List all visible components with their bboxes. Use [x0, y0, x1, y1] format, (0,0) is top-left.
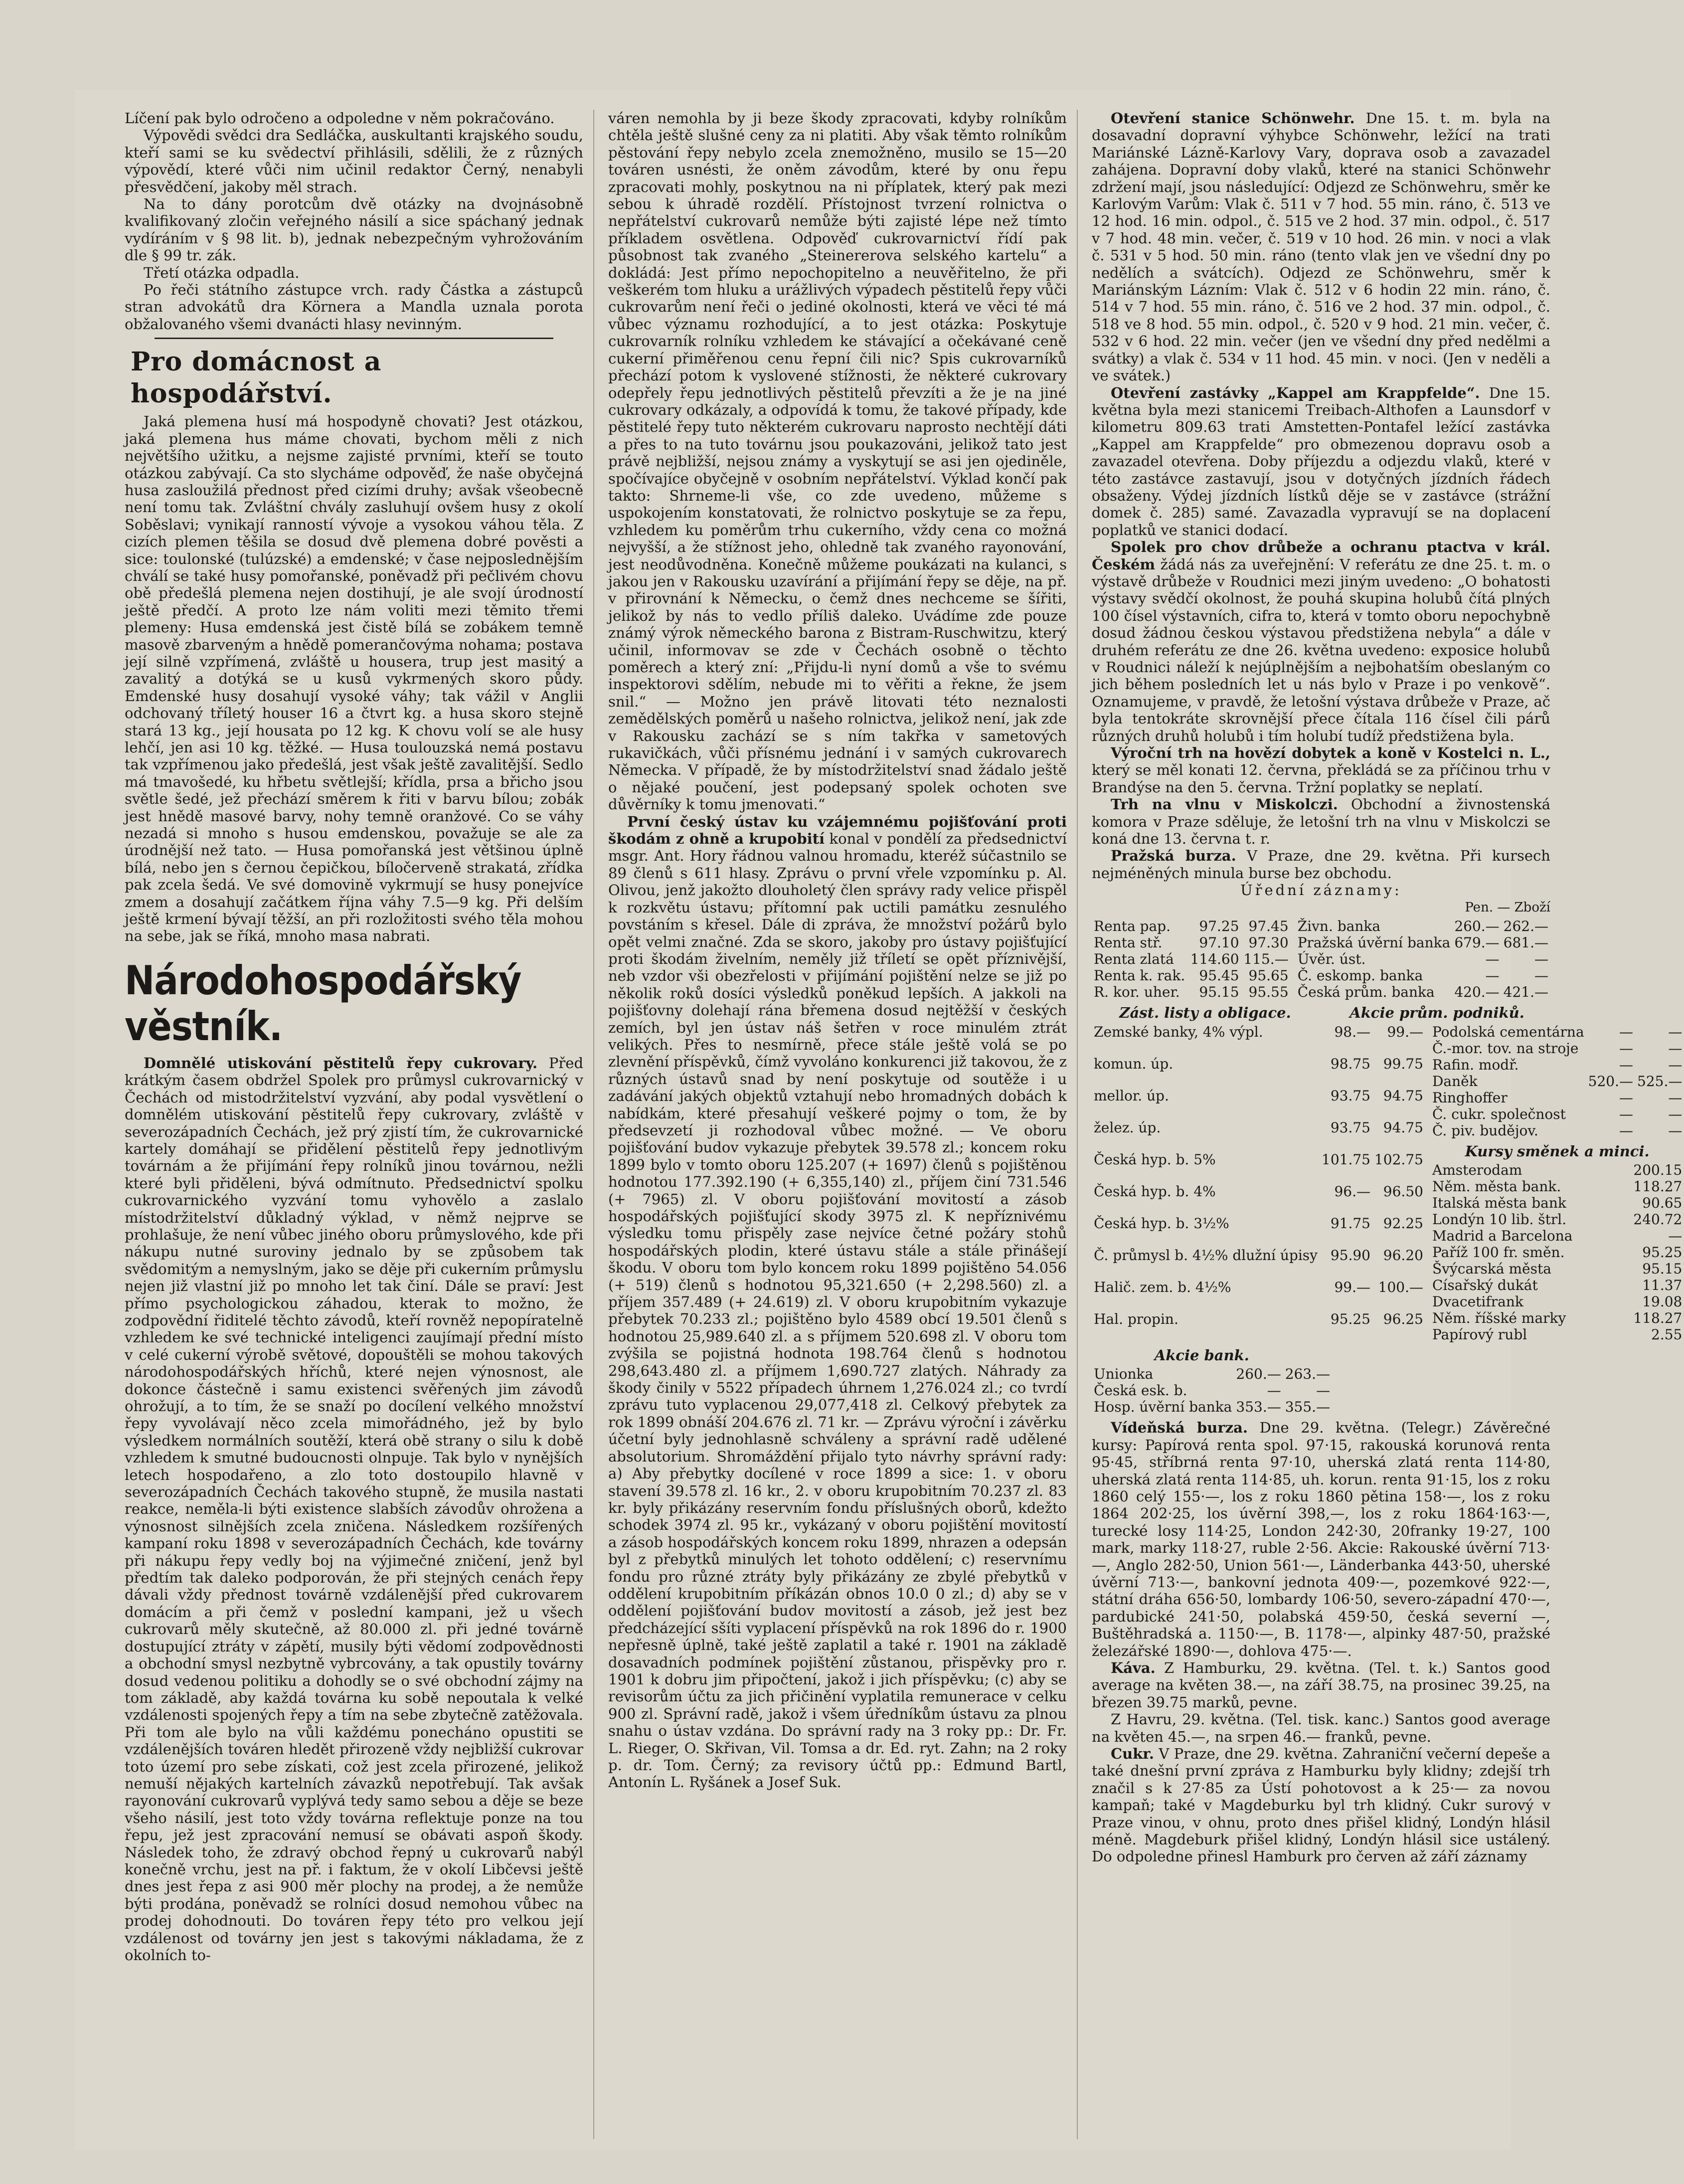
- paragraph: V Praze, dne 29. května. Zahraniční večerní depeše a také dnešní první zpráva z Hamburku byly klidny; zdejší trh značil s k 27·85 za Ústí pohotovost a k 25·— za novou kampaň; také v Magdeburku byl trh klidný. Cukr surový v Praze vinou, v ohnu, proto dnes přišel klidný, Londýn hlásil méně. Magdeburk přišel klidný, Londýn hlásil sice ustálený. Do odpoledne přinesl Hamburk pro červen až září záznamy: [1092, 1745, 1550, 1865]
- paragraph: Dne 15. května byla mezi stanicemi Treibach-Althofen a Launsdorf v kilometru 809.63 trati Amstetten-Pontafel ležící zastávka „Kappel am Krappfelde“ pro obmezenou dopravu osob a zavazadel otevřena. Doby příjezdu a odjezdu vlaků, které v této zastávce zastavují, jsou v dotyčných jízdních řádech obsaženy. Výdej jízdních lístků děje se v zastávce (strážní domek č. 285) samé. Zavazadla vypravují se na doplacení poplatků ve stanici dodací.: [1092, 384, 1550, 539]
- quote-value: 98.—: [1334, 1023, 1370, 1040]
- quote-value: 262.—: [1503, 918, 1548, 935]
- quote-value: —: [1619, 1105, 1634, 1122]
- article-heading: Výroční trh na hovězí dobytek a koně v Kostelci n. L.,: [1111, 744, 1550, 762]
- quote-value: 118.27: [1633, 1178, 1683, 1195]
- paragraph: Dne 29. května. (Telegr.) Závěrečné kursy: Papírová renta spol. 97·15, rakouská korunová renta 95·45, stříbrná renta 97·10, uherská zlatá renta 114·80, uherská zlatá renta 114·85, uh. korun. renta 91·15, los z roku 1860 celý 155·—, los z roku 1860 pětina 158·—, los z roku 1864 202·25, los úvěrní 398,—, los z roku 1864·163·—, turecké losy 114·25, London 242·30, 20franky 19·27, 100 mark, marky 118·27, ruble 2·56. Akcie: Rakouské úvěrní 713·—, Anglo 282·50, Union 561·—, Länderbanka 443·50, uherské úvěrní 713·—, bankovní jednota 409·—, pozemkové 922·—, státní dráha 656·50, lombardy 106·50, severo-západní 470·—, pardubické 241·50, polabská 459·50, česká severní —, Buštěhradská a. 1150·—, B. 1178·—, alpinky 487·50, pražské železářské 1890·—, dohlova 475·—.: [1092, 1419, 1550, 1659]
- quote-value: 96.50: [1383, 1183, 1423, 1200]
- quote-value: 95.25: [1642, 1244, 1683, 1261]
- quote-value: —: [1668, 1122, 1683, 1139]
- quote-value: 520.—: [1588, 1073, 1634, 1090]
- article-heading: Káva.: [1111, 1659, 1156, 1676]
- quote-label: Unionka: [1094, 1366, 1154, 1383]
- quote-label: Halič. zem. b. 4½%: [1094, 1278, 1231, 1295]
- paragraph: žádá nás za uveřejnění: V referátu ze dne 25. t. m. o výstavě drůbeže v Roudnici mezi jiným uvedeno: „O bohatosti výstavy svědčí okolnost, že pouhá skupina holubů čítá plných 100 čísel výstavních, cifra to, která v tomto oboru nepochybně dosud žádnou českou výstavou předstižena nebyla“ a dále v druhém referátu ze dne 26. května uvedeno: exposice holubů v Roudnici náleží k nejúplnějším a nejbohatším obeslaným co jich během posledních let u nás bylo v Praze i po venkově“. Oznamujeme, v pravdě, že letošní výstava drůbeže v Praze, ač byla tentokráte skrovnější přece čítala 116 čísel čili párů různých druhů holubů i tím holubí tudíž předstižena byla.: [1092, 555, 1551, 744]
- quote-label: Dvacetifrank: [1432, 1293, 1523, 1310]
- quote-value: 95.90: [1330, 1247, 1370, 1264]
- quote-value: 94.75: [1383, 1087, 1423, 1104]
- quote-row: [1430, 1162, 1684, 1178]
- quote-label: Č. piv. budějov.: [1432, 1122, 1538, 1139]
- quotes-block: [1092, 1022, 1683, 1347]
- quote-row: [1296, 934, 1550, 951]
- quote-row: [1296, 918, 1550, 934]
- quote-value: —: [1485, 951, 1500, 968]
- quote-label: komun. úp.: [1094, 1055, 1174, 1072]
- quote-value: —: [1619, 1040, 1634, 1057]
- quote-row: [1092, 1382, 1332, 1399]
- quote-value: —: [1267, 1382, 1281, 1399]
- quote-value: 97.25: [1199, 918, 1239, 935]
- quote-label: Rafin. modř.: [1432, 1056, 1519, 1073]
- quote-row: [1430, 1244, 1684, 1261]
- quote-row: [1430, 1040, 1684, 1057]
- quote-value: 679.—: [1454, 934, 1500, 951]
- quote-value: 93.75: [1330, 1119, 1370, 1136]
- quote-value: 96.—: [1334, 1183, 1370, 1200]
- quote-label: želez. úp.: [1094, 1119, 1161, 1136]
- quote-label: Něm. říšské marky: [1432, 1309, 1566, 1326]
- quote-value: 94.75: [1383, 1119, 1423, 1136]
- quote-value: 200.15: [1633, 1161, 1683, 1178]
- article-heading: Vídeňská burza.: [1111, 1419, 1248, 1437]
- quote-row: [1430, 1261, 1684, 1277]
- column-divider: [1077, 110, 1078, 2139]
- quote-row: [1430, 1024, 1684, 1040]
- quote-label: Česká hyp. b. 4%: [1094, 1183, 1216, 1200]
- quote-row: [1296, 984, 1550, 1000]
- quote-value: 260.—: [1236, 1366, 1281, 1383]
- quote-value: 101.75: [1322, 1151, 1370, 1168]
- quote-label: Daněk: [1432, 1073, 1478, 1090]
- quote-value: 95.25: [1330, 1310, 1370, 1327]
- newspaper-page: [75, 90, 1683, 2149]
- quote-value: —: [1668, 1056, 1683, 1073]
- quote-label: Renta k. rak.: [1094, 967, 1185, 984]
- quote-row: [1430, 1195, 1684, 1211]
- quote-row: [1092, 1279, 1425, 1311]
- quote-row: [1092, 1056, 1425, 1088]
- quote-value: —: [1619, 1023, 1634, 1040]
- quote-value: 96.20: [1383, 1247, 1423, 1264]
- quote-value: 114.60: [1190, 951, 1239, 968]
- quote-label: Č. průmysl b. 4½% dlužní úpisy: [1094, 1247, 1318, 1264]
- quote-row: [1092, 967, 1291, 984]
- paragraph: Výpovědi svědci dra Sedláčka, auskultanti krajského soudu, kteří sami se ku svědectví přihlásili, sdělili, že z různých výpovědí, které vůči nim učinil redaktor Černý, nenabyli přesvědčení, jakoby měl strach.: [125, 127, 583, 195]
- bank-shares-table: [1092, 1366, 1332, 1415]
- quotes-table-right-2: [1430, 1024, 1684, 1139]
- paragraph: Z Havru, 29. května. (Tel. tisk. kanc.) Santos good average na květen 45.—, na srpen 46.— franků, pevne.: [1092, 1711, 1550, 1745]
- quote-row: [1430, 1211, 1684, 1228]
- article-heading: Otevření stanice Schönwehr.: [1111, 110, 1355, 127]
- quote-row: [1296, 967, 1550, 984]
- quote-value: 11.37: [1642, 1276, 1683, 1293]
- quote-value: —: [1619, 1056, 1634, 1073]
- paragraph: který se měl konati 12. června, překládá se za příčinou trhu v Brandýse na den 5. června. Tržní poplatky se neplatí.: [1092, 761, 1550, 796]
- quotes-block: [1092, 916, 1550, 1004]
- quote-value: 19.08: [1642, 1293, 1683, 1310]
- quote-row: [1430, 1090, 1684, 1106]
- paragraph: konal v pondělí za předsednictví msgr. Ant. Hory řádnou valnou hromadu, kteréž súčastnilo se 89 členů s 611 hlasy. Zprávu o první vřele vzpomínku p. Al. Olivou, jenž jakožto dlouholetý člen správy rady velice přispěl k rozkvětu ústavu; přítomní pak uctili památku zesnulého povstáním s křesel. Dále di zpráva, že množství požárů bylo opět velmi značné. Zda se skoro, jakoby pro ústavy pojišťující proti škodám živelním, neměly již tříletí se opět příznivější, neb vzdor vši obezřelosti v přijímání pojištění nelze se již po několik roků dosíci výsledků poněkud lepších. A jakkoli na pojišťovny dolehají rána břemena dosud nejtěžší v českých zemích, byl jen ústav náš šetřen v roce minulém ztrát velikých. Přes to nesmírně, přece stále ještě volá se po zlevnění příspěvků, čímž vyvoláno konkurenci již takovou, že z různých ústavů snad by není poskytuje od soutěže i u zadávání jakých objektů vztahují nebo hromadných dobách k nabídkám, které přesahují veškeré pojmy o tom, že by předsevzetí ji rozhodoval vůbec možné. — Ve oboru pojišťování budov vykazuje přebytek 39.578 zl.; koncem roku 1899 bylo v tomto oboru 125.207 (+ 1697) členů s pojištěnou hodnotou 177.392.190 (+ 6,355,140) zl., příjem činí 731.546 (+ 7965) zl. V oboru pojišťování movitostí a zásob hospodářských pojišťující skody 3975 zl. K nepříznivému výsledku tomu přispěly zase nejvíce četné požáry stohů hospodářských plodin, které ústavu stále a stále přinášejí škodu. V oboru tom bylo koncem roku 1899 pojištěno 54.056 (+ 519) členů s hodnotou 95,321.650 (+ 2,298.560) zl. a příjem 357.489 (+ 24.619) zl. V oboru krupobitním vykazuje přebytek 70.233 zl.; pojištěno bylo 4589 obcí 19.501 členů s hodnotou 25,989.640 zl. a s příjmem 520.698 zl. V oboru tom zvýšila se pojistná hodnota 198.764 členů s hodnotou 298,643.480 zl. a příjmem 1,690.727 zlatých. Náhrady za škody činily v 5522 případech úhrnem 1,276.024 zl.; co tvrdí zprávu tuto vyplacenou 29,077,418 zl. Celkový přebytek za rok 1899 obnáší 204.676 zl. 71 kr. — Zprávu výroční i závěrku účetní byly jednohlasně schváleny a správní radě udělené absolutorium. Shromáždění přijalo tyto návrhy správní rady: a) Aby přebytky docílené v roce 1899 a sice: 1. v oboru stavení 39.578 zl. 16 kr., 2. v oboru krupobitním 70.237 zl. 83 kr. byly přikázány reservním fondu příslušných oborů, kdežto schodek 3974 zl. 95 kr., vykázaný v oboru pojištění movitostí a zásob hospodářských koncem roku 1899, nhrazen a odepsán byl z přebytků minulých let tohoto oddělení; c) reservnímu fondu pro různé ztráty byly přikázány ze zbylé přebytků v oddělení krupobitním příkázán obnos 10.0 0 zl.; d) aby se v oddělení pojišťování budov movitostí a zásob, jež jest bez předcházející sšíti vyplacení příspěvků na rok 1896 do r. 1900 nepřesně úplně, také ještě zaplatil a také r. 1901 na základě dosavadních podmínek pojištění zůstanou, přispěvky pro r. 1901 k dobru jim připočtení, jakož i jich příspěvku; (c) aby se revisorům účtu za jich přičinění vyplatila remunerace v celku 900 zl. Správní radě, jakož i všem úředníkům ústavu za plnou snahu o ústav vzdána. Do správní rady na 3 roky pp.: Dr. Fr. L. Rieger, O. Skřivan, Vil. Tomsa a dr. Ed. ryt. Zahn; na 2 roky p. dr. Tom. Černý; za revisory účtů pp.: Edmund Bartl, Antonín L. Ryšánek a Josef Suk.: [608, 830, 1067, 1791]
- quote-value: 118.27: [1633, 1309, 1683, 1326]
- quotes-table-right: [1296, 918, 1550, 1000]
- quote-value: 525.—: [1637, 1073, 1683, 1090]
- quote-label: Amsterodam: [1432, 1161, 1522, 1178]
- quote-row: [1092, 1399, 1332, 1415]
- article-heading: První český ústav ku vzájemnému pojišťování proti škodám z ohně a krupobití: [608, 813, 1067, 848]
- quote-row: [1296, 951, 1550, 967]
- quotes-heading: Úřední záznamy:: [1240, 882, 1402, 899]
- quote-label: Papírový rubl: [1432, 1326, 1527, 1343]
- quote-value: 97.10: [1199, 934, 1239, 951]
- quote-value: 100.—: [1378, 1278, 1423, 1295]
- quotes-table-left: [1092, 918, 1291, 1000]
- article-heading: Spolek pro chov drůbeže a ochranu ptactva v král. Českém: [1092, 539, 1550, 573]
- quotes-heading: Kursy směnek a minci.: [1465, 1142, 1650, 1160]
- article-heading: Pražská burza.: [1111, 847, 1236, 865]
- exchange-table: [1430, 1162, 1684, 1343]
- quote-row: [1092, 934, 1291, 951]
- quote-value: 95.15: [1642, 1260, 1683, 1277]
- column-2: [608, 110, 1067, 1791]
- quote-row: [1430, 1178, 1684, 1195]
- quotes-subheading: Pen. — Zboží: [1465, 900, 1550, 915]
- paragraph: Dne 15. t. m. byla na dosavadní dopravní výhybce Schönwehr, ležící na trati Mariánské Lázně-Karlovy Vary, doprava osob a zavazadel zahájena. Dopravní doby vlaků, které na stanici Schönwehr zdržení mají, jsou následující: Odjezd ze Schönwehru, směr ke Karlovým Varům: Vlak č. 511 v 7 hod. 55 min. ráno, č. 513 ve 12 hod. 16 min. odpol., č. 515 ve 2 hod. 37 min. odpol., č. 517 v 7 hod. 48 min. večer, č. 519 v 10 hod. 26 min. v noci a vlak č. 531 v 5 hod. 50 min. ráno (tento vlak jen ve všední dny po nedělích a svátcích). Odjezd ze Schönwehru, směr k Mariánským Lázním: Vlak č. 512 v 6 hodin 22 min. ráno, č. 514 v 7 hod. 55 min. ráno, č. 516 ve 2 hod. 37 min. odpol., č. 518 ve 8 hod. 55 min. odpol., č. 520 v 9 hod. 21 min. večer, č. 532 v 6 hod. 22 min. večer (jen ve všední dny před nedělmi a svátky) a vlak č. 534 v 11 hod. 45 min. v noci. (Jen v neděli a ve svátek.): [1092, 110, 1550, 384]
- quote-value: 421.—: [1503, 984, 1548, 1001]
- quote-value: 240.72: [1633, 1211, 1683, 1228]
- quote-row: [1430, 1228, 1684, 1244]
- quote-value: —: [1619, 1122, 1634, 1139]
- quote-value: 99.—: [1387, 1023, 1423, 1040]
- separator-rule: [155, 338, 553, 339]
- quote-label: Úvěr. úst.: [1297, 951, 1366, 968]
- quote-label: Hosp. úvěrní banka: [1094, 1399, 1232, 1416]
- quote-value: —: [1668, 1105, 1683, 1122]
- quote-row: [1092, 1366, 1332, 1382]
- quote-label: Podolská cementárna: [1432, 1023, 1584, 1040]
- quote-row: [1430, 1277, 1684, 1293]
- quote-label: Č.-mor. tov. na stroje: [1432, 1040, 1579, 1057]
- quote-label: Renta pap.: [1094, 918, 1171, 935]
- quote-value: 95.45: [1199, 967, 1239, 984]
- quote-value: 92.25: [1383, 1215, 1423, 1232]
- quote-row: [1092, 1183, 1425, 1215]
- quote-value: 353.—: [1236, 1399, 1281, 1416]
- paragraph: Před krátkým časem obdržel Spolek pro průmysl cukrovarnický v Čechách od mistodržitelství vyzvání, aby podal vysvětlení o domnělém utiskování pěstitelů řepy cukrovary, zvláště v severozápadních Čechách, jež prý zjistí tím, že cukrovarnické kartely domáhají se přidělení pěstitelů řepy jednotlivým továrnám a že přijímání řepy rolníků jinou továrnou, nežli které byli přiděleni, bývá odmítnuto. Předsednictví spolku cukrovarnického vyzvání tomu vyhovělo a zaslalo místodržitelství důkladný výklad, v němž nejprve se prohlašuje, že není vůbec jiného oboru průmyslového, kde při nákupu nutné suroviny jednalo by se způsobem tak svědomitým a nemyslným, jako se děje při cukerním průmyslu nejen již vlastní již po mnoho let tak činí. Dále se praví: Jest přímo psychologickou záhadou, kterak to možno, že zodpovědní řiditelé těchto závodů, kteří rovněž nepopíratelně vzhledem ke své technické inteligenci zaujímají přední místo v celé cukerní výrobě světové, dopouštěli se mohou takových národohospodářských hříchů, které nejen výnosnost, ale dokonce částečně i samu existenci svěřených jim závodů ohrožují, a to tím, že se snaží po docílení velkého množství řepy vyvolávají něco zcela mimořádného, jež by bylo výsledkem normálních soutěží, která obě strany o silu k době vzhledem k smutné budoucnosti olnpuje. Tak bylo v nynějších letech hospodařeno, a zlo toto dostoupilo hlavně v severozápadních Čechách takového stupně, že musila nastati reakce, neměla-li býti existence slabších závodův ohrožena a výnosnost silnějších zcela zničena. Následkem rozšířených kampaní roku 1898 v severozápadních Čechách, kde továrny při nákupu řepy vedly boj na výjimečné zničení, jenž byl předtím tak daleko podporován, že při stejných cenách řepy dávali vždy přednost továrně vzdálenější před cukrovarem domácím a při čemž v poslední kampani, jež u všech cukrovarů měly skutečně, až 80.000 zl. při jedné továrně dostupující ztráty v zápětí, musily býti vědomí zodpovědnosti a obchodní smysl nezbytně vybrcovány, a tak opustily továrny dosud vedenou politiku a dohodly se o své obchodní zájmy na tom základě, aby každá továrna ku sobě nepoutala k velké vzdálenosti spojených řepy a tím na sebe zbytečně zatěžovala. Při tom ale bylo na vůli každému ponecháno opustiti se vzdálenějších továren hledět přirozeně vždy nejbližší cukrovar toto území pro sebe získati, což jest zcela přirozené, jelikož nemuší nějakých kartelních závazků nepotřebují. Tak avšak rayonování cukrovarů vyplývá tedy samo sebou a děje se beze všeho násilí, jest toto vždy továrna reflektuje ponze na tou řepu, jež jest zpracování nemusí se obávati aspoň škody. Následek toho, že zdravý obchod řepný u cukrovarů nabýl konečně vrchu, jest na př. i faktum, že v okolí Libčevsi ještě dnes jest řepa z asi 900 měr plochy na prodej, a že nemůže býti prodána, poněvadž se rolníci dosud nemohou vůbec na prodej dohodnouti. Do továren řepy této pro velkou její vzdálenost od továrny jen jest s takovými nákladama, že z okolních to-: [125, 1054, 584, 1964]
- quote-value: 99.—: [1334, 1278, 1370, 1295]
- paragraph: V Praze, dne 29. května. Při kursech nejméněných minula burse bez obchodu.: [1092, 847, 1550, 882]
- quote-row: [1430, 1310, 1684, 1326]
- quote-label: Italská města bank: [1432, 1194, 1566, 1211]
- article-heading: Domnělé utiskování pěstitelů řepy cukrovary.: [144, 1054, 538, 1072]
- quote-value: 2.55: [1651, 1326, 1683, 1343]
- paragraph: Obchodní a živnostenská komora v Praze sděluje, že letošní trh na vlnu v Miskolczi se koná dne 13. června t. r.: [1092, 796, 1551, 848]
- quote-value: 102.75: [1374, 1151, 1423, 1168]
- quote-value: 681.—: [1503, 934, 1548, 951]
- quote-label: Renta stř.: [1094, 934, 1163, 951]
- quote-value: 260.—: [1454, 918, 1500, 935]
- quote-value: 99.75: [1383, 1055, 1423, 1072]
- quote-value: 97.45: [1248, 918, 1289, 935]
- paragraph: Po řeči státního zástupce vrch. rady Částka a zástupců stran advokátů dra Körnera a Mandla uznala porota obžalovaného všemi dvanácti hlasy nevinným.: [125, 281, 583, 333]
- quote-value: 115.—: [1243, 951, 1289, 968]
- quote-label: Zemské banky, 4% výpl.: [1094, 1023, 1263, 1040]
- quote-label: Londýn 10 lib. štrl.: [1432, 1211, 1567, 1228]
- quote-label: Paříž 100 fr. směn.: [1432, 1244, 1565, 1261]
- quote-value: —: [1668, 1023, 1683, 1040]
- quote-row: [1430, 1057, 1684, 1073]
- quote-value: —: [1316, 1382, 1331, 1399]
- quote-label: Česká hyp. b. 5%: [1094, 1151, 1216, 1168]
- quote-row: [1430, 1122, 1684, 1139]
- quote-row: [1092, 1119, 1425, 1151]
- paragraph: Třetí otázka odpadla.: [144, 264, 300, 281]
- quote-label: Česká hyp. b. 3½%: [1094, 1215, 1229, 1232]
- quote-row: [1092, 1247, 1425, 1279]
- article-heading: Otevření zastávky „Kappel am Krappfelde“.: [1111, 384, 1480, 401]
- column-1: [125, 110, 583, 1964]
- quote-label: Č. eskomp. banka: [1297, 967, 1423, 984]
- quote-value: 91.75: [1330, 1215, 1370, 1232]
- quote-label: Česká prům. banka: [1297, 984, 1435, 1001]
- quote-label: Č. cukr. společnost: [1432, 1105, 1566, 1122]
- quote-value: —: [1668, 1089, 1683, 1106]
- paragraph: Z Hamburku, 29. května. (Tel. t. k.) Santos good average na květen 38.—, na září 38.75, na prosinec 39.25, na březen 39.75 marků, pevne.: [1092, 1659, 1550, 1711]
- quote-label: Ringhoffer: [1432, 1089, 1508, 1106]
- quote-row: [1430, 1106, 1684, 1122]
- quotes-heading: Akcie prům. podniků.: [1349, 1004, 1524, 1022]
- quote-value: 98.75: [1330, 1055, 1370, 1072]
- section-title-vestnik: Národohospodářský věstník.: [125, 957, 521, 1050]
- quote-label: Něm. města bank.: [1432, 1178, 1561, 1195]
- quote-value: 355.—: [1285, 1399, 1331, 1416]
- quote-label: Madrid a Barcelona: [1432, 1227, 1573, 1244]
- quote-value: 263.—: [1285, 1366, 1331, 1383]
- quote-row: [1092, 1311, 1425, 1343]
- quote-value: 97.30: [1248, 934, 1289, 951]
- quotes-heading: Akcie bank.: [1154, 1346, 1249, 1364]
- quote-value: 96.25: [1383, 1310, 1423, 1327]
- quote-value: —: [1534, 951, 1548, 968]
- quote-value: —: [1619, 1089, 1634, 1106]
- quote-label: R. kor. uher.: [1094, 984, 1180, 1001]
- quote-label: Pražská úvěrní banka: [1297, 934, 1451, 951]
- quotes-table-left-2: [1092, 1024, 1425, 1343]
- column-3: [1092, 110, 1683, 1865]
- paragraph: Na to dány porotcům dvě otázky na dvojnásobně kvalifikovaný zločin veřejného násilí a sice spáchaný jednak vydíráním v § 98 lit. b), jednak nebezpečným vyhrožováním dle § 99 tr. zák.: [125, 195, 583, 264]
- quote-value: —: [1534, 967, 1548, 984]
- column-divider: [593, 110, 594, 2139]
- quote-label: Renta zlatá: [1094, 951, 1174, 968]
- quote-value: 420.—: [1454, 984, 1500, 1001]
- quote-value: 93.75: [1330, 1087, 1370, 1104]
- quote-row: [1430, 1073, 1684, 1090]
- quote-value: 90.65: [1642, 1194, 1683, 1211]
- quote-label: Švýcarská města: [1432, 1260, 1551, 1277]
- quote-row: [1092, 1088, 1425, 1119]
- quote-row: [1092, 1151, 1425, 1183]
- quote-label: Císařský dukát: [1432, 1276, 1538, 1293]
- article-heading: Trh na vlnu v Miskolczi.: [1111, 796, 1338, 813]
- quote-label: Česká esk. b.: [1094, 1382, 1187, 1399]
- quote-label: Živn. banka: [1297, 918, 1381, 935]
- section-title-domacnost: Pro domácnost a hospodářství.: [131, 347, 382, 409]
- quotes-heading: Zást. listy a obligace.: [1119, 1004, 1291, 1022]
- quote-label: Hal. propin.: [1094, 1310, 1179, 1327]
- quote-label: mellor. úp.: [1094, 1087, 1169, 1104]
- article-heading: Cukr.: [1111, 1745, 1154, 1763]
- quote-row: [1430, 1293, 1684, 1310]
- quote-row: [1092, 1215, 1425, 1247]
- quote-value: 95.55: [1248, 984, 1289, 1001]
- quote-value: 95.65: [1248, 967, 1289, 984]
- quote-value: —: [1668, 1227, 1683, 1244]
- quote-row: [1092, 918, 1291, 934]
- quote-row: [1092, 951, 1291, 967]
- quote-row: [1092, 984, 1291, 1000]
- quote-row: [1430, 1326, 1684, 1343]
- paragraph: váren nemohla by ji beze škody zpracovati, kdyby rolníkům chtěla ještě slušné ceny za ni platiti. Aby však těmto rolníkům pěstování řepy nebylo zcela znemožněno, musilo se 15—20 továren usnésti, že oněm závodům, které by onu řepu zpracovati mohly, poskytnou na ni příplatek, který pak mezi sebou k úhradě rozdělí. Přístojnost tvrzení rolnictva o nepřátelství cukrovarů nemůže býti zajisté lépe než tímto příkladem osvětlena. Odpověď cukrovarnictví řídí pak působnost tak zvaného „Steinererova selského kartelu“ a dokládá: Jest přímo nepochopitelno a neuvěřitelno, že při veškerém tom hluku a urážlivých výpadech pěstitelů řepy vůči cukrovarům není řeči o jediné okolnosti, která ve věci té má vůbec významu rozhodující, a to jest otázka: Poskytuje cukrovarník rolníku vzhledem ke stávající a očekávané ceně cukerní přiměřenou cenu řepní čili nic? Spis cukrovarníků přechází potom k vyslovené stížnosti, že některé cukrovary odepřely řepu jednotlivých pěstitelů převzíti a že je na jiné cukrovary odkázaly, a odpovídá k tomu, že takové případy, kde pěstitelé řepy tuto některém cukrovaru naprosto nechtějí dáti a přes to na tuto továrnu jsou poukazováni, jelikož tato jest právě nejbližší, nejsou známy a vyskytují se asi jen ojediněle, spočívajíce obyčejně v osobním nepřátelství. Výklad končí pak takto: Shrneme-li vše, co zde uvedeno, můžeme s uspokojením konstatovati, že rolnictvo poskytuje se za řepu, vzhledem ku poměrům trhu cukerního, vždy cena co možná nejvyšší, a že stížnost jeho, ohledně tak zvaného rayonování, jest neodůvodněna. Konečně můžeme poukázati na kulanci, s jakou jen v Rakousku uzavírání a přijímání řepy se děje, na př. v přirovnání k Německu, o čemž dnes nechceme se šířiti, jelikož by nás to vedlo příliš daleko. Uvádíme zde pouze známý výrok německého barona z Bistram-Ruschwitzu, který učinil, informovav se zde v Čechách osobně o těchto poměrech a který zní: „Přijdu-li nyní domů a vše to svému inspektorovi sdělím, nebude mi to věřiti a řekne, že jsem snil.“ — Možno jen právě litovati této neznalosti zemědělských poměrů u našeho rolnictva, jelikož není, jak zde v Rakousku zachází se s ním takřka v sametových rukavičkách, vůči přísnému jednání i v samých cukrovarech Německa. V případě, že by místodržitelství snad žádalo ještě o nějaké poučení, jest podepsaný spolek ochoten sve důvěrníky k tomu jmenovati.“: [608, 110, 1067, 813]
- quote-value: —: [1485, 967, 1500, 984]
- paragraph: Líčení pak bylo odročeno a odpoledne v něm pokračováno.: [125, 110, 555, 127]
- quote-row: [1092, 1024, 1425, 1056]
- quote-value: —: [1668, 1040, 1683, 1057]
- quote-value: 95.15: [1199, 984, 1239, 1001]
- paragraph: Jaká plemena husí má hospodyně chovati? Jest otázkou, jaká plemena hus máme chovati, bychom měli z nich největšího užitku, a nejsme zajisté prvními, kteří se touto otázkou zabývají. Ca sto slycháme odpověď, že naše obyčejná husa zasloužilá přednost před cizími druhy; avšak všeobecně není tomu tak. Zvláštní chvály zasluhují ovšem husy z okolí Soběslavi; vynikají ranností vývoje a vysokou váhou těla. Z cizích plemen těšila se dosud dvě plemena dobré pověsti a sice: toulonské (tulúzské) a emdenské; v čase nejposlednějším chválí se také husy pomořanské, poněvadž při pečlivém chovu obě předešlá plemena nejen dostihují, je ale svojí úrodností ještě předčí. A proto lze nám voliti mezi těmito třemi plemeny: Husa emdenská jest čistě bílá se zobákem temně masově zbarveným a hnědě pomerančovýma nohama; postava její silně vzpřímená, zvláště u housera, trup jest masitý a zavalitý a dotýká se u kusů vykrmených skoro půdy. Emdenské husy dosahují vysoké váhy; tak vážil v Anglii odchovaný tříletý houser 16 a čtvrt kg. a husa skoro stejně stará 13 kg., její housata po 12 kg. K chovu volí se ale husy lehčí, jen asi 10 kg. těžké. — Husa toulouzská nemá postavu tak vzpřímenou jako předešlá, jest však ještě zavalitější. Sedlo má tmavošedé, ku hřbetu světlejší; křídla, prsa a břicho jsou světle šedé, jež přechází směrem k řiti v barvu bílou; zobák jest hnědě masové barvy, nohy temně oranžové. Co se váhy nezadá si mnoho s husou emdenskou, považuje se ale za úrodnější než tato. — Husa pomořanská jest většinou úplně bílá, nebo jen s černou čepičkou, bíločerveně strakatá, zřídka pak zcela šedá. Ve své domovině vykrmují se husy ponejvíce zmem a dosahují začátkem října váhy 7.5—9 kg. Při delším ještě krmení bývají těžší, an při rozložitosti svého těla mohou na sebe, jak se říká, mnoho masa nabrati.: [125, 413, 583, 945]
